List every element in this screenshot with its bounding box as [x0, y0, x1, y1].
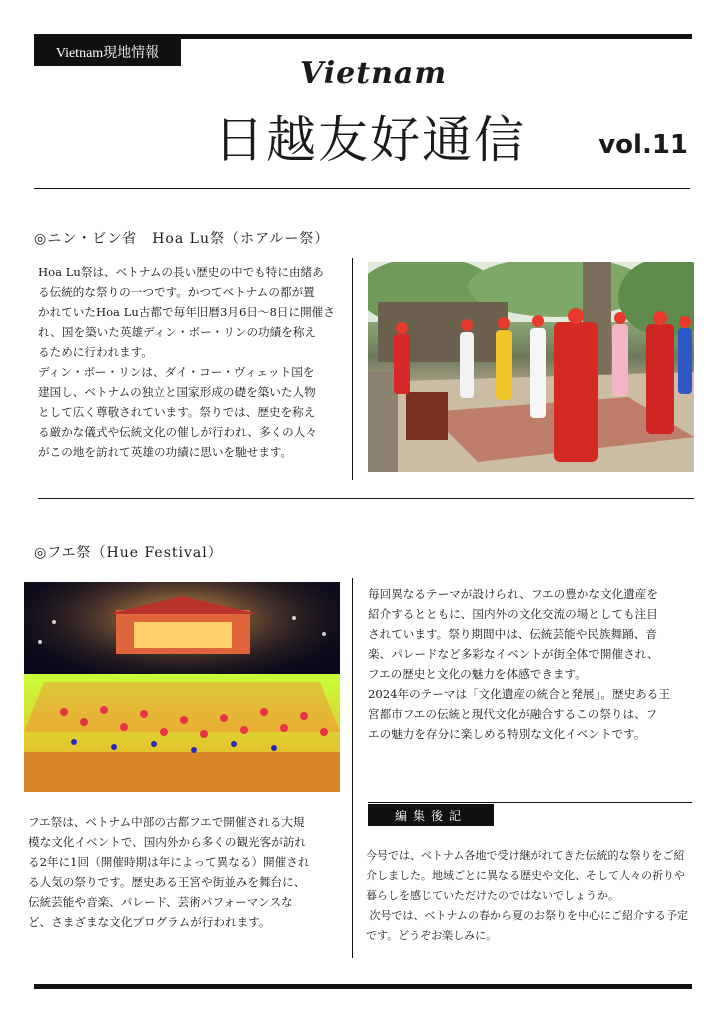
hue-photo-illustration: [24, 582, 340, 792]
newsletter-title: 日越友好通信: [214, 111, 526, 169]
body-line: る厳かな儀式や伝統文化の催しが行われ、多くの人々: [38, 425, 317, 439]
body-line: れ、国を築いた英雄ディン・ボー・リンの功績を称え: [38, 325, 317, 339]
body-line: ディン・ボー・リンは、ダイ・コー・ヴィェット国を: [38, 365, 315, 379]
editor-note-rule: [368, 802, 692, 803]
header-divider: [34, 188, 690, 189]
section2-column-divider: [352, 578, 353, 958]
body-line: 紹介するとともに、国内外の文化交流の場としても注目: [368, 607, 658, 621]
editor-note-body: [366, 846, 694, 946]
body-line: かれていたHoa Lu古都で毎年旧暦3月6日〜8日に開催さ: [38, 305, 335, 319]
body-line: 宮都市フエの伝統と現代文化が融合するこの祭りは、フ: [368, 707, 658, 721]
body-line: されています。祭り期間中は、伝統芸能や民族舞踊、音: [368, 627, 657, 641]
section1-heading: ◎ニン・ビン省 Hoa Lu祭（ホアルー祭）: [34, 231, 330, 247]
body-line: る人気の祭りです。歴史ある王宮や街並みを舞台に、: [28, 875, 306, 889]
body-line: 2024年のテーマは「文化遺産の統合と発展」。歴史ある王: [368, 687, 670, 701]
body-line: るために行われます。: [38, 345, 154, 359]
body-line: 今号では、ベトナム各地で受け継がれてきた伝統的な祭りをご紹: [366, 849, 685, 862]
body-line: がこの地を訪れて英雄の功績に思いを馳せます。: [38, 445, 293, 459]
editor-note-label: 編集後記: [368, 804, 494, 826]
hoa-lu-festival-photo: [368, 262, 694, 472]
body-line: ど、さまざまな文化プログラムが行われます。: [28, 915, 271, 929]
script-title: Vietnam: [300, 56, 448, 91]
body-line: 毎回異なるテーマが設けられ、フエの豊かな文化遺産を: [368, 587, 658, 601]
section-divider: [38, 498, 694, 499]
body-line: 介しました。地域ごとに異なる歴史や文化、そして人々の祈りや: [366, 869, 685, 882]
section2-left-body: [28, 812, 346, 932]
body-line: る伝統的な祭りの一つです。かつてベトナムの都が置: [38, 285, 315, 299]
body-line: 伝統芸能や音楽、パレード、芸術パフォーマンスな: [28, 895, 293, 909]
body-line: 模な文化イベントで、国内外から多くの観光客が訪れ: [28, 835, 307, 849]
body-line: 建国し、ベトナムの独立と国家形成の礎を築いた人物: [38, 385, 316, 399]
body-line: Hoa Lu祭は、ベトナムの長い歴史の中でも特に由緒あ: [38, 265, 324, 279]
body-line: る2年に1回（開催時期は年によって異なる）開催され: [28, 855, 310, 869]
hoa-lu-photo-illustration: [368, 262, 694, 472]
body-line: 暮らしを感じていただけたのではないでしょうか。: [366, 889, 619, 902]
body-line: フエの歴史と文化の魅力を体感できます。: [368, 667, 587, 681]
section-tag: Vietnam現地情報: [34, 38, 181, 66]
hue-festival-photo: [24, 582, 340, 792]
section2-heading: ◎フエ祭（Hue Festival）: [34, 545, 223, 561]
volume-number: vol.11: [598, 130, 688, 160]
body-line: 次号では、ベトナムの春から夏のお祭りを中心にご紹介する予定: [366, 909, 688, 922]
bottom-rule: [34, 984, 692, 989]
body-line: エの魅力を存分に楽しめる特別な文化イベントです。: [368, 727, 646, 741]
body-line: 楽、パレードなど多彩なイベントが街全体で開催され、: [368, 647, 659, 661]
section1-body: [38, 262, 354, 462]
body-line: として広く尊敬されています。祭りでは、歴史を称え: [38, 405, 316, 419]
section2-right-body: [368, 584, 692, 744]
section1-column-divider: [352, 258, 353, 480]
body-line: です。どうぞお楽しみに。: [366, 929, 498, 942]
body-line: フエ祭は、ベトナム中部の古都フエで開催される大規: [28, 815, 305, 829]
